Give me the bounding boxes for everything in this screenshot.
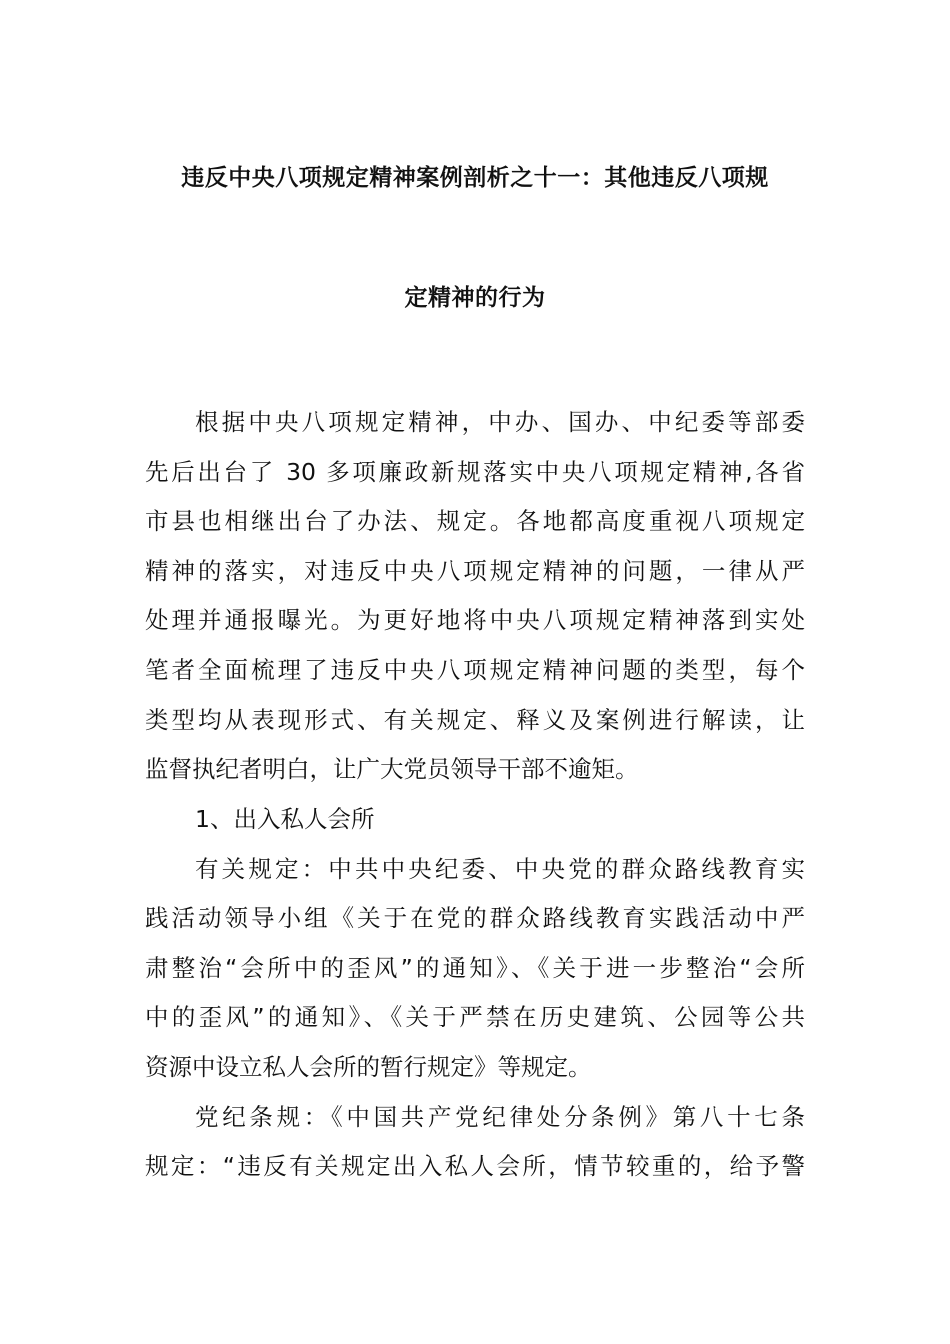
- paragraph-line: 精神的落实，对违反中央八项规定精神的问题，一律从严: [145, 557, 805, 585]
- paragraph-line: 中的歪风”的通知》、《关于严禁在历史建筑、公园等公共: [145, 1003, 805, 1031]
- paragraph-line: 监督执纪者明白，让广大党员领导干部不逾矩。: [145, 755, 639, 783]
- paragraph-line: 资源中设立私人会所的暂行规定》等规定。: [145, 1053, 592, 1081]
- section-heading: 1、出入私人会所: [195, 805, 375, 833]
- document-title-line-1: 违反中央八项规定精神案例剖析之十一：其他违反八项规: [181, 165, 769, 191]
- paragraph-line: 有关规定：中共中央纪委、中央党的群众路线教育实: [195, 855, 805, 883]
- paragraph-line: 根据中央八项规定精神，中办、国办、中纪委等部委: [195, 408, 805, 436]
- paragraph-line: 践活动领导小组《关于在党的群众路线教育实践活动中严: [145, 904, 805, 932]
- paragraph-line: 先后出台了 30 多项廉政新规落实中央八项规定精神,各省: [145, 458, 805, 486]
- paragraph-line: 党纪条规：《中国共产党纪律处分条例》第八十七条: [195, 1103, 805, 1131]
- document-title-line-2: 定精神的行为: [404, 285, 546, 311]
- paragraph-line: 市县也相继出台了办法、规定。各地都高度重视八项规定: [145, 507, 805, 535]
- paragraph-line: 笔者全面梳理了违反中央八项规定精神问题的类型，每个: [145, 656, 805, 684]
- paragraph-line: 规定：“违反有关规定出入私人会所，情节较重的，给予警: [145, 1152, 805, 1180]
- paragraph-line: 肃整治“会所中的歪风”的通知》、《关于进一步整治“会所: [145, 954, 805, 982]
- paragraph-line: 类型均从表现形式、有关规定、释义及案例进行解读，让: [145, 706, 805, 734]
- paragraph-line: 处理并通报曝光。为更好地将中央八项规定精神落到实处: [145, 606, 805, 634]
